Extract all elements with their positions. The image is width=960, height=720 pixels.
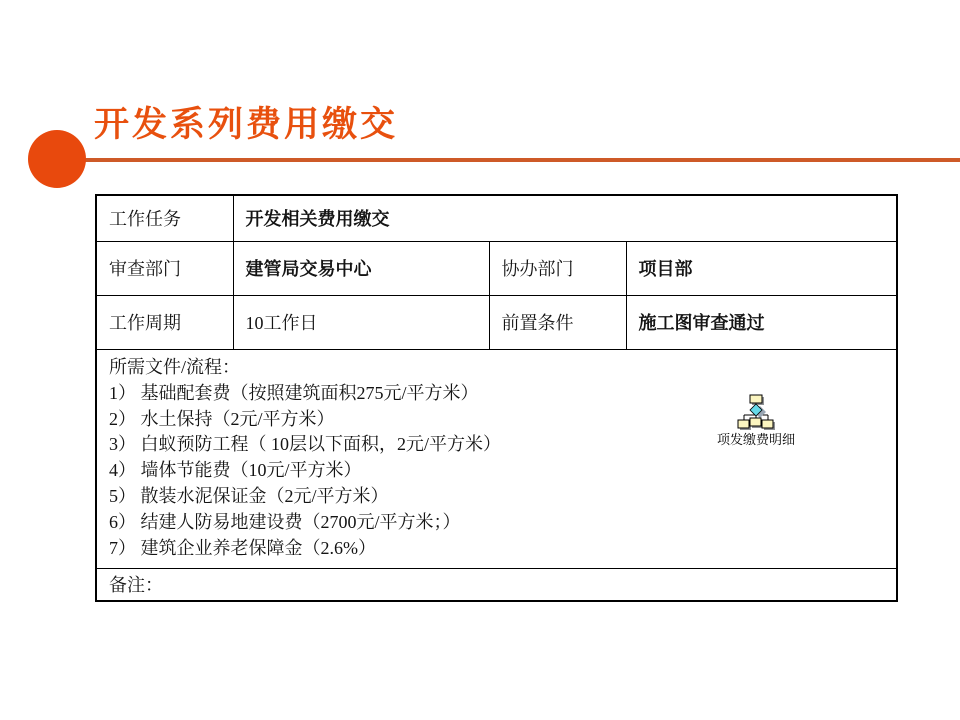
precondition-value: 施工图审查通过	[626, 296, 897, 350]
doc-list-item: 7） 建筑企业养老保障金（2.6%）	[109, 537, 376, 558]
review-dept-value: 建管局交易中心	[233, 242, 489, 296]
doc-list-item: 1） 基础配套费（按照建筑面积275元/平方米）	[109, 382, 479, 403]
cycle-value: 10工作日	[233, 296, 489, 350]
assist-dept-label: 协办部门	[489, 242, 626, 296]
doc-list-item: 4） 墙体节能费（10元/平方米）	[109, 460, 362, 481]
cycle-label: 工作周期	[96, 296, 233, 350]
assist-dept-value: 项目部	[626, 242, 897, 296]
precondition-label: 前置条件	[489, 296, 626, 350]
page-title: 开发系列费用缴交	[94, 105, 399, 144]
task-label: 工作任务	[96, 195, 233, 242]
docs-heading: 所需文件/流程：	[109, 357, 241, 377]
task-value: 开发相关费用缴交	[233, 195, 897, 242]
accent-circle-decoration	[28, 130, 86, 188]
org-chart-icon	[737, 393, 775, 431]
docs-cell	[96, 350, 897, 569]
doc-list-item: 2） 水土保持（2元/平方米）	[109, 408, 335, 429]
notes-label: 备注：	[96, 569, 897, 602]
attachment-caption: 项发缴费明细	[716, 432, 795, 447]
doc-list-item: 6） 结建人防易地建设费（2700元/平方米；）	[109, 511, 461, 532]
table-row-docs	[96, 350, 897, 569]
attachment-object[interactable]	[704, 393, 808, 448]
table-row-task	[96, 195, 897, 242]
title-underline	[58, 158, 960, 162]
doc-list-item: 5） 散装水泥保证金（2元/平方米）	[109, 485, 389, 506]
table-row-cycle	[96, 296, 897, 350]
review-dept-label: 审查部门	[96, 242, 233, 296]
table-row-departments	[96, 242, 897, 296]
table-row-notes	[96, 569, 897, 602]
doc-list-item: 3） 白蚁预防工程（ 10层以下面积，2元/平方米）	[109, 434, 501, 455]
